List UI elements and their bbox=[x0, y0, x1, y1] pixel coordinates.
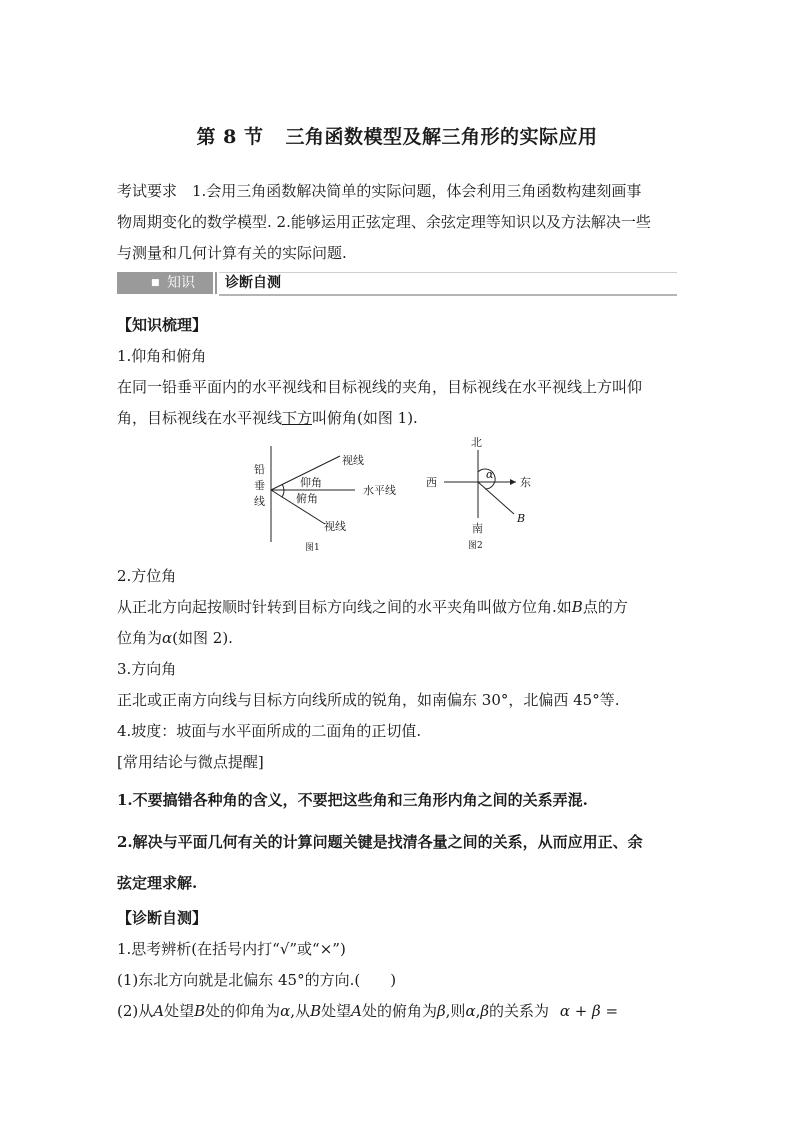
s3-line-1: 正北或正南方向线与目标方向线所成的锐角，如南偏东 30°，北偏西 45°等. bbox=[117, 691, 620, 709]
q12-g: ,则 bbox=[445, 1002, 466, 1020]
figure-2-caption: 图2 bbox=[468, 541, 483, 551]
south-label: 南 bbox=[472, 522, 483, 535]
banner-top-rule bbox=[219, 272, 677, 273]
reminder-1: 1.不要搞错各种角的含义，不要把这些角和三角形内角之间的关系弄混. bbox=[117, 791, 588, 809]
point-b-label: B bbox=[517, 512, 526, 525]
section-number: 第 8 节 bbox=[196, 126, 264, 148]
s2-line-1 bbox=[117, 596, 687, 617]
s2-heading: 2.方位角 bbox=[117, 567, 177, 585]
s2-line-1-c: 点的方 bbox=[582, 598, 628, 616]
q12-point-a-1: A bbox=[153, 1002, 165, 1020]
q12-d: ,从 bbox=[290, 1002, 311, 1020]
section-banner bbox=[117, 272, 677, 296]
q12-beta-2: β bbox=[480, 1002, 490, 1020]
section-title-text: 三角函数模型及解三角形的实际应用 bbox=[285, 126, 598, 148]
q12-e: 处望 bbox=[321, 1002, 352, 1020]
s2-line-2-a: 位角为 bbox=[117, 629, 163, 647]
q12-point-a-2: A bbox=[351, 1002, 362, 1020]
figure-1-elevation-depression bbox=[250, 446, 420, 556]
reminder-2-line-1: 2.解决与平面几何有关的计算问题关键是找清各量之间的关系，从而应用正、余 bbox=[117, 833, 643, 851]
banner-bottom-rule bbox=[219, 294, 677, 296]
direction-line-b bbox=[478, 482, 514, 514]
requirements-line-3: 与测量和几何计算有关的实际问题. bbox=[117, 244, 347, 262]
depression-label: 俯角 bbox=[296, 492, 318, 505]
q12-point-b-1: B bbox=[194, 1002, 206, 1020]
sight-up-label: 视线 bbox=[342, 454, 364, 467]
reminder-2-line-2: 弦定理求解. bbox=[117, 874, 198, 892]
q12-point-b-2: B bbox=[310, 1002, 322, 1020]
vertical-label-3: 线 bbox=[254, 495, 265, 508]
s1-line-1: 在同一铅垂平面内的水平视线和目标视线的夹角，目标视线在水平视线上方叫仰 bbox=[117, 378, 643, 396]
s2-line-2 bbox=[117, 627, 687, 648]
vertical-label-1: 铅 bbox=[254, 463, 265, 476]
alpha-label: α bbox=[486, 468, 494, 481]
requirements-line-2: 物周期变化的数学模型. 2.能够运用正弦定理、余弦定理等知识以及方法解决一些 bbox=[117, 213, 651, 231]
q12-a: (2)从 bbox=[117, 1002, 154, 1020]
q12-h: , bbox=[475, 1002, 481, 1020]
question-1: 1.思考辨析(在括号内打“√”或“×”) bbox=[117, 940, 346, 958]
question-1-1: (1)东北方向就是北偏东 45°的方向.( ) bbox=[117, 971, 397, 989]
west-label: 西 bbox=[426, 476, 437, 489]
q12-alpha-1: α bbox=[280, 1002, 291, 1020]
s1-line-2-a: 角，目标视线在水平视线 bbox=[117, 409, 283, 427]
question-1-2 bbox=[117, 1000, 687, 1021]
exam-requirements bbox=[117, 176, 679, 269]
north-label: 北 bbox=[471, 436, 482, 449]
q12-f: 处的俯角为 bbox=[361, 1002, 437, 1020]
banner-knowledge-label: 知识 bbox=[167, 275, 195, 291]
s3-heading: 3.方向角 bbox=[117, 660, 177, 678]
knowledge-heading: 【知识梳理】 bbox=[117, 316, 208, 334]
q12-i: 的关系为 bbox=[489, 1002, 550, 1020]
s1-heading: 1.仰角和俯角 bbox=[117, 347, 207, 365]
q12-c: 处的仰角为 bbox=[205, 1002, 281, 1020]
s2-point-b: B bbox=[571, 598, 583, 616]
q12-b: 处望 bbox=[164, 1002, 195, 1020]
figure-2-azimuth bbox=[420, 434, 540, 556]
figure-1-caption: 图1 bbox=[305, 543, 320, 553]
requirements-line-1: 考试要求 1.会用三角函数解决简单的实际问题，体会利用三角函数构建刻画事 bbox=[117, 182, 642, 200]
east-label: 东 bbox=[520, 476, 531, 489]
sight-down-label: 视线 bbox=[324, 520, 346, 533]
reminder-heading: [常用结论与微点提醒] bbox=[117, 753, 264, 771]
s2-line-2-c: (如图 2). bbox=[172, 629, 233, 647]
banner-diagnosis-label: 诊断自测 bbox=[225, 275, 281, 291]
horizontal-label: 水平线 bbox=[363, 484, 396, 497]
s1-line-2-b: 叫俯角(如图 1). bbox=[312, 409, 418, 427]
diagnosis-heading: 【诊断自测】 bbox=[117, 909, 208, 927]
elevation-label: 仰角 bbox=[300, 476, 322, 489]
q12-beta-1: β bbox=[436, 1002, 446, 1020]
vertical-label-2: 垂 bbox=[254, 479, 265, 492]
s4-line-1: 4.坡度：坡面与水平面所成的二面角的正切值. bbox=[117, 722, 422, 740]
q12-alpha-2: α bbox=[465, 1002, 476, 1020]
banner-knowledge-tab bbox=[117, 272, 213, 294]
section-title bbox=[0, 122, 794, 149]
depression-arc bbox=[282, 490, 284, 497]
bullet-icon: ■ bbox=[151, 278, 160, 288]
banner-divider bbox=[215, 272, 217, 294]
s1-line-2 bbox=[117, 407, 687, 428]
s2-alpha: α bbox=[162, 629, 173, 647]
s1-line-2-underlined: 下方 bbox=[282, 409, 313, 427]
q12-equation: α + β = bbox=[559, 1002, 619, 1020]
s2-line-1-a: 从正北方向起按顺时针转到目标方向线之间的水平夹角叫做方位角.如 bbox=[117, 598, 572, 616]
elevation-arc bbox=[282, 484, 284, 490]
